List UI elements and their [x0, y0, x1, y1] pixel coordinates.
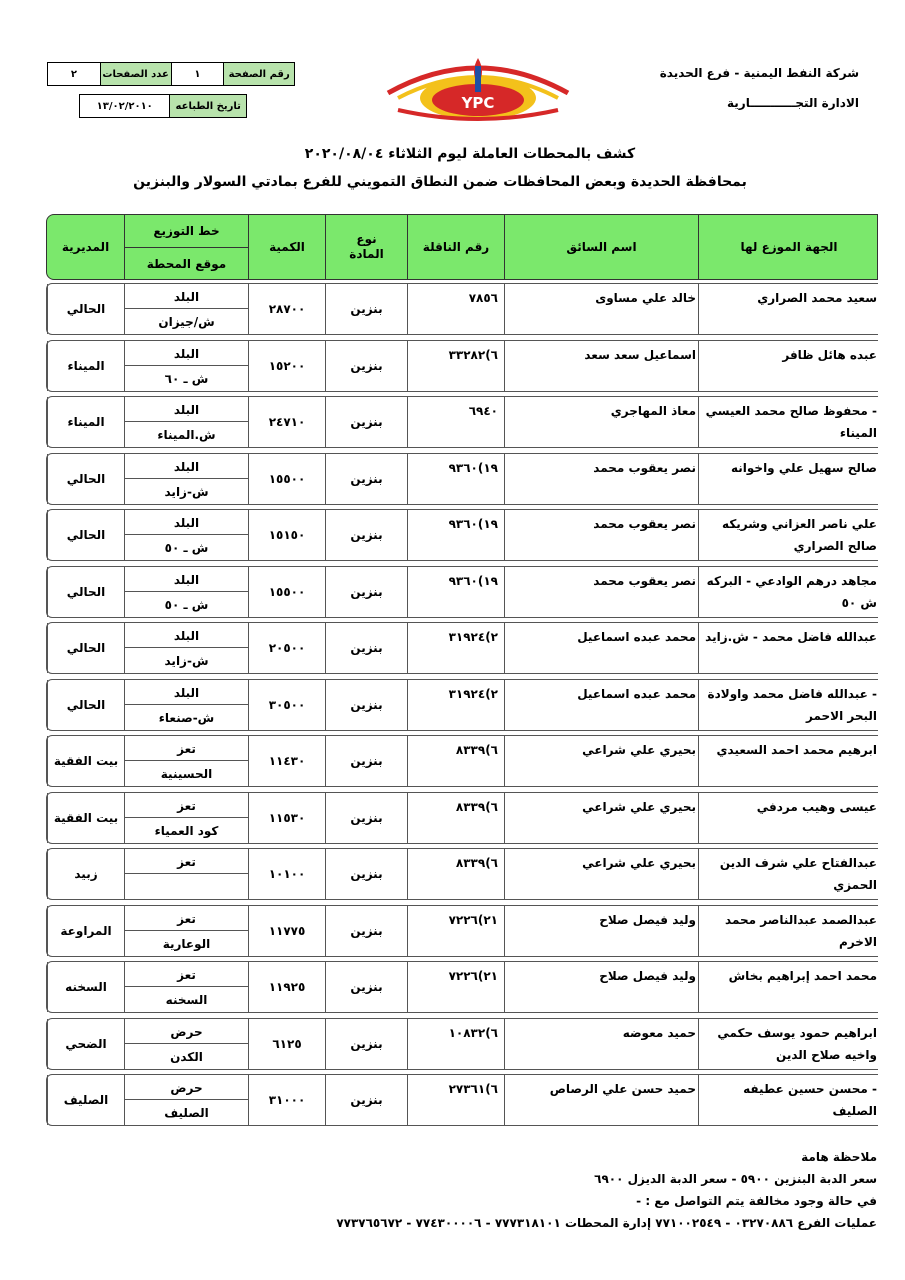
material-cell [325, 1075, 407, 1125]
qty-cell [248, 1019, 325, 1069]
distribution-cell [124, 1019, 248, 1069]
material-text: بنزين [350, 698, 383, 712]
qty-cell [248, 849, 325, 899]
truck-text: ١٩)٩٣٦٠ [448, 461, 498, 475]
qty-cell [248, 736, 325, 786]
qty-cell [248, 284, 325, 334]
truck-text: ٦)١٠٨٣٢ [448, 1026, 498, 1040]
driver-text: محمد عبده اسماعيل [577, 630, 696, 644]
truck-text: ٢)٣١٩٢٤ [448, 630, 498, 644]
department-name: الادارة التجـــــــــــارية [727, 96, 859, 110]
driver-cell [504, 623, 698, 673]
driver-text: وليد فيصل صلاح [599, 913, 696, 927]
table-row [46, 848, 878, 900]
district-text: المراوعة [60, 924, 112, 938]
qty-text: ١١٥٣٠ [268, 811, 306, 825]
driver-cell [504, 680, 698, 730]
material-cell [325, 623, 407, 673]
driver-cell [504, 341, 698, 391]
material-text: بنزين [350, 980, 383, 994]
line-text: حرض [170, 1080, 203, 1095]
driver-text: نصر يعقوب محمد [593, 574, 696, 588]
site-text: الكدن [125, 1043, 248, 1069]
truck-text: ٢١)٧٢٢٦ [448, 913, 498, 927]
header-site: موقع المحطة [146, 257, 227, 271]
truck-cell [407, 454, 504, 504]
site-text: السخنه [125, 986, 248, 1012]
table-row [46, 905, 878, 957]
recipient-text: - عبدالله فاضل محمد واولادة البحر الاحمر [707, 687, 877, 723]
notes-prices: سعر الدبة البنزين ٥٩٠٠ - سعر الدبة الديزل ٦٩٠٠ [594, 1172, 877, 1186]
site-text: الصليف [125, 1099, 248, 1125]
site-text: الوعارية [125, 930, 248, 956]
report-title: كشف بالمحطات العاملة ليوم الثلاثاء ٢٠٢٠/٠٨/٠٤ [304, 146, 636, 162]
material-cell [325, 341, 407, 391]
district-text: بيت الفقية [53, 811, 119, 825]
table-row [46, 283, 878, 335]
material-text: بنزين [350, 359, 383, 373]
truck-cell [407, 849, 504, 899]
material-cell [325, 736, 407, 786]
header-driver: اسم السائق [504, 215, 698, 279]
material-cell [325, 567, 407, 617]
notes-contact-numbers: عمليات الفرع ٠٣٢٧٠٨٨٦ - ٧٧١٠٠٢٥٤٩ إدارة المحطات ٧٧٧٣١٨١٠١ - ٧٧٤٣٠٠٠٠٦ - ٧٧٣٧٦٥٦٧٢ [336, 1216, 877, 1230]
qty-cell [248, 623, 325, 673]
logo-text: YPC [461, 94, 495, 112]
truck-text: ٦)٨٣٣٩ [455, 856, 498, 870]
line-text: تعز [177, 741, 196, 756]
district-text: الحالي [66, 585, 106, 599]
page-no-label: رقم الصفحة [223, 63, 294, 85]
table-row [46, 396, 878, 448]
distribution-cell [124, 849, 248, 899]
district-cell [47, 849, 124, 899]
recipient-cell [698, 510, 879, 560]
qty-text: ٢٨٧٠٠ [268, 302, 306, 316]
material-text: بنزين [350, 415, 383, 429]
table-row [46, 622, 878, 674]
driver-cell [504, 1075, 698, 1125]
report-subtitle: بمحافظة الحديدة وبعض المحافظات ضمن النطاق التمويني للفرع بمادتي السولار والبنزين [133, 174, 747, 190]
recipient-text: سعيد محمد الصراري [757, 291, 877, 305]
company-name: شركة النفط اليمنية - فرع الحديدة [659, 66, 859, 80]
distribution-cell [124, 1075, 248, 1125]
district-cell [47, 1019, 124, 1069]
line-text: تعز [177, 798, 196, 813]
truck-cell [407, 623, 504, 673]
truck-cell [407, 793, 504, 843]
driver-text: نصر يعقوب محمد [593, 517, 696, 531]
line-text: تعز [177, 911, 196, 926]
qty-text: ١١٤٣٠ [268, 754, 306, 768]
recipient-text: محمد احمد إبراهيم بخاش [728, 969, 877, 983]
truck-cell [407, 906, 504, 956]
driver-text: حميد معوضه [622, 1026, 696, 1040]
recipient-cell [698, 284, 879, 334]
driver-text: بحيري علي شراعي [582, 800, 696, 814]
site-text: ش ـ ٦٠ [125, 365, 248, 391]
distribution-cell [124, 341, 248, 391]
line-text: البلد [173, 685, 200, 700]
header-line: خط التوزيع [125, 215, 248, 248]
truck-cell [407, 962, 504, 1012]
material-text: بنزين [350, 811, 383, 825]
driver-text: معاذ المهاجري [610, 404, 696, 418]
driver-cell [504, 510, 698, 560]
driver-text: نصر يعقوب محمد [593, 461, 696, 475]
header-truck: رقم الناقلة [407, 215, 504, 279]
driver-text: بحيري علي شراعي [582, 856, 696, 870]
recipient-text: - محفوظ صالح محمد العيسي الميناء [705, 404, 877, 440]
driver-cell [504, 454, 698, 504]
district-text: الضحي [65, 1037, 107, 1051]
table-row [46, 961, 878, 1013]
district-cell [47, 567, 124, 617]
material-text: بنزين [350, 302, 383, 316]
district-cell [47, 623, 124, 673]
distribution-cell [124, 567, 248, 617]
truck-text: ٢١)٧٢٢٦ [448, 969, 498, 983]
truck-cell [407, 397, 504, 447]
material-cell [325, 284, 407, 334]
district-cell [47, 284, 124, 334]
truck-cell [407, 1019, 504, 1069]
distribution-cell [124, 962, 248, 1012]
distribution-cell [124, 736, 248, 786]
driver-text: خالد علي مساوى [595, 291, 696, 305]
line-text: البلد [173, 459, 200, 474]
truck-cell [407, 341, 504, 391]
recipient-text: عبده هائل ظافر [782, 348, 877, 362]
district-text: الحالي [66, 528, 106, 542]
recipient-cell [698, 1019, 879, 1069]
line-text: البلد [173, 346, 200, 361]
material-cell [325, 793, 407, 843]
recipient-text: عيسى وهيب مردفي [756, 800, 877, 814]
district-cell [47, 680, 124, 730]
line-text: حرض [170, 1024, 203, 1039]
district-cell [47, 341, 124, 391]
distribution-cell [124, 510, 248, 560]
material-text: بنزين [350, 1093, 383, 1107]
recipient-text: صالح سهيل علي واخوانه [731, 461, 877, 475]
table-row [46, 509, 878, 561]
material-cell [325, 510, 407, 560]
print-date-value: ١٣/٠٢/٢٠١٠ [96, 100, 153, 112]
district-text: بيت الفقية [53, 754, 119, 768]
truck-text: ٢)٣١٩٢٤ [448, 687, 498, 701]
material-cell [325, 906, 407, 956]
distribution-cell [124, 793, 248, 843]
material-text: بنزين [350, 924, 383, 938]
qty-text: ١١٧٧٥ [268, 924, 306, 938]
qty-text: ٣١٠٠٠ [268, 1093, 306, 1107]
print-date-label: تاريخ الطباعه [169, 95, 246, 117]
qty-text: ٢٠٥٠٠ [268, 641, 306, 655]
line-text: تعز [177, 967, 196, 982]
driver-text: وليد فيصل صلاح [599, 969, 696, 983]
driver-cell [504, 1019, 698, 1069]
recipient-cell [698, 397, 879, 447]
driver-cell [504, 849, 698, 899]
distribution-cell [124, 454, 248, 504]
material-text: بنزين [350, 1037, 383, 1051]
table-row [46, 1074, 878, 1126]
line-text: البلد [173, 402, 200, 417]
truck-cell [407, 1075, 504, 1125]
truck-text: ١٩)٩٣٦٠ [448, 517, 498, 531]
truck-text: ٦)٣٣٢٨٢ [448, 348, 498, 362]
site-text [125, 873, 248, 899]
header-material-text: نوع المادة [349, 232, 384, 261]
material-cell [325, 680, 407, 730]
site-text: ش.الميناء [125, 421, 248, 447]
distribution-cell [124, 906, 248, 956]
material-cell [325, 1019, 407, 1069]
truck-text: ٦)٨٣٣٩ [455, 743, 498, 757]
print-date-box [79, 94, 247, 118]
recipient-cell [698, 906, 879, 956]
material-cell [325, 397, 407, 447]
recipient-text: عبدالله فاضل محمد - ش.زايد [705, 630, 877, 644]
site-text: ش-زايد [125, 647, 248, 673]
recipient-cell [698, 341, 879, 391]
material-text: بنزين [350, 641, 383, 655]
driver-cell [504, 284, 698, 334]
qty-cell [248, 680, 325, 730]
truck-text: ١٩)٩٣٦٠ [448, 574, 498, 588]
recipient-cell [698, 680, 879, 730]
header-material [325, 215, 407, 279]
table-row [46, 679, 878, 731]
district-cell [47, 736, 124, 786]
site-text: ش-زايد [125, 478, 248, 504]
district-cell [47, 1075, 124, 1125]
qty-cell [248, 906, 325, 956]
qty-cell [248, 1075, 325, 1125]
driver-text: محمد عبده اسماعيل [577, 687, 696, 701]
district-text: الحالي [66, 472, 106, 486]
driver-cell [504, 397, 698, 447]
recipient-cell [698, 454, 879, 504]
recipient-cell [698, 567, 879, 617]
district-text: زبيد [74, 867, 98, 881]
truck-cell [407, 680, 504, 730]
recipient-text: عبدالصمد عبدالناصر محمد الاخرم [725, 913, 877, 949]
line-text: تعز [177, 854, 196, 869]
header-recipient: الجهة الموزع لها [698, 215, 879, 279]
header-qty: الكمية [248, 215, 325, 279]
material-cell [325, 454, 407, 504]
recipient-cell [698, 962, 879, 1012]
qty-text: ١٥٥٠٠ [268, 585, 306, 599]
qty-text: ١٥٢٠٠ [268, 359, 306, 373]
table-row [46, 566, 878, 618]
distribution-cell [124, 397, 248, 447]
recipient-text: ابراهيم حمود يوسف حكمي واخيه صلاح الدين [717, 1026, 877, 1062]
material-text: بنزين [350, 867, 383, 881]
district-cell [47, 793, 124, 843]
truck-cell [407, 567, 504, 617]
driver-cell [504, 736, 698, 786]
truck-text: ٦٩٤٠ [468, 404, 498, 418]
truck-text: ٧٨٥٦ [468, 291, 498, 305]
recipient-cell [698, 849, 879, 899]
site-text: ش/جيزان [125, 308, 248, 334]
truck-cell [407, 736, 504, 786]
distribution-cell [124, 623, 248, 673]
driver-text: بحيري علي شراعي [582, 743, 696, 757]
recipient-text: - محسن حسين عطيفه الصليف [743, 1082, 877, 1118]
qty-text: ٢٤٧١٠ [268, 415, 306, 429]
notes-contact-intro: في حالة وجود مخالفة يتم التواصل مع : - [636, 1194, 877, 1208]
district-text: الحالي [66, 302, 106, 316]
site-text: ش ـ ٥٠ [125, 591, 248, 617]
recipient-text: ابرهيم محمد احمد السعيدي [716, 743, 877, 757]
table-row [46, 792, 878, 844]
material-text: بنزين [350, 528, 383, 542]
material-text: بنزين [350, 585, 383, 599]
district-text: الميناء [67, 415, 105, 429]
driver-cell [504, 567, 698, 617]
truck-text: ٦)٨٣٣٩ [455, 800, 498, 814]
truck-cell [407, 284, 504, 334]
header-distribution [124, 215, 248, 279]
page-no-value: ١ [171, 63, 224, 85]
district-cell [47, 906, 124, 956]
line-text: البلد [173, 515, 200, 530]
recipient-cell [698, 793, 879, 843]
material-cell [325, 849, 407, 899]
line-text: البلد [173, 628, 200, 643]
qty-cell [248, 510, 325, 560]
district-text: السخنه [65, 980, 107, 994]
company-logo [378, 48, 578, 128]
qty-cell [248, 567, 325, 617]
pages-count-value: ٢ [70, 68, 77, 80]
qty-text: ١٠١٠٠ [268, 867, 306, 881]
site-text: الحسينية [125, 760, 248, 786]
recipient-text: عبدالفتاح علي شرف الدين الحمزي [719, 856, 877, 892]
qty-text: ٦١٢٥ [272, 1037, 302, 1051]
table-row [46, 735, 878, 787]
table-row [46, 453, 878, 505]
district-text: الميناء [67, 359, 105, 373]
recipient-text: علي ناصر العزاني وشريكه صالح الصراري [722, 517, 877, 553]
driver-cell [504, 793, 698, 843]
qty-text: ١١٩٢٥ [268, 980, 306, 994]
table-header [46, 214, 878, 280]
recipient-text: مجاهد درهم الوادعي - البركه ش ٥٠ [706, 574, 877, 610]
material-text: بنزين [350, 472, 383, 486]
truck-cell [407, 510, 504, 560]
line-text: البلد [173, 572, 200, 587]
driver-text: اسماعيل سعد سعد [584, 348, 696, 362]
header-district: المديرية [61, 240, 110, 254]
qty-text: ١٥٥٠٠ [268, 472, 306, 486]
notes-heading: ملاحظة هامة [801, 1150, 877, 1164]
district-cell [47, 454, 124, 504]
truck-text: ٦)٢٧٣٦١ [448, 1082, 498, 1096]
qty-cell [248, 397, 325, 447]
qty-cell [248, 962, 325, 1012]
qty-text: ٣٠٥٠٠ [268, 698, 306, 712]
district-cell [47, 962, 124, 1012]
district-cell [47, 397, 124, 447]
site-text: ش-صنعاء [125, 704, 248, 730]
site-text: كود العمياء [125, 817, 248, 843]
district-text: الصليف [63, 1093, 109, 1107]
distribution-cell [124, 284, 248, 334]
table-row [46, 1018, 878, 1070]
distribution-cell [124, 680, 248, 730]
qty-cell [248, 341, 325, 391]
site-text: ش ـ ٥٠ [125, 534, 248, 560]
line-text: البلد [173, 289, 200, 304]
driver-cell [504, 962, 698, 1012]
qty-cell [248, 454, 325, 504]
district-cell [47, 510, 124, 560]
district-text: الحالي [66, 641, 106, 655]
driver-cell [504, 906, 698, 956]
qty-text: ١٥١٥٠ [268, 528, 306, 542]
driver-text: حميد حسن علي الرصاص [549, 1082, 696, 1096]
recipient-cell [698, 623, 879, 673]
material-text: بنزين [350, 754, 383, 768]
district-text: الحالي [66, 698, 106, 712]
table-row [46, 340, 878, 392]
page-info-box [47, 62, 295, 86]
recipient-cell [698, 736, 879, 786]
pages-count-label: عدد الصفحات [100, 63, 171, 85]
qty-cell [248, 793, 325, 843]
recipient-cell [698, 1075, 879, 1125]
material-cell [325, 962, 407, 1012]
